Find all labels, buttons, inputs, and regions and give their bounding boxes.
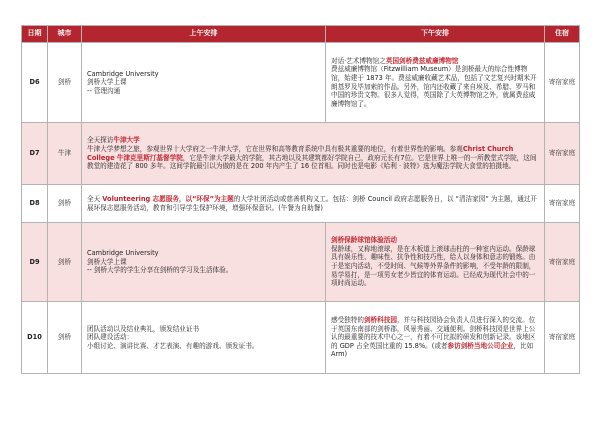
morning-line: 小组讨论、演讲比赛、才艺表演、有趣的游戏、颁发证书。 [87, 341, 259, 350]
highlight-text: 牛津大学 [113, 136, 140, 145]
highlight-text: 剑桥科技园 [363, 316, 397, 325]
lodging-cell: 寄宿家庭 [545, 123, 580, 185]
morning-line: 团队活动以及结业典礼，颁发结业证书 [87, 324, 200, 333]
header-lodging: 住宿 [545, 26, 580, 43]
header-row [22, 26, 580, 43]
itinerary-table [21, 25, 580, 374]
lodging-cell: 寄宿家庭 [545, 43, 580, 123]
day-cell: D10 [22, 302, 48, 374]
lodging-cell: 寄宿家庭 [545, 185, 580, 223]
highlight-text: 剑桥保龄球馆体验活动 [331, 236, 397, 245]
morning-line: 团队建设活动： [87, 333, 134, 342]
header-city: 城市 [48, 26, 82, 43]
header-afternoon: 下午安排 [326, 26, 545, 43]
lodging-cell: 寄宿家庭 [545, 223, 580, 302]
morning-text: 全天探访 [87, 136, 114, 145]
header-morning: 上午安排 [82, 26, 326, 43]
morning-text: ，它是牛津大学最大的学院，其古地以及其建筑都好学院自己，政府元长有7位。它是世界上唯一的一所教堂式学院，这间教堂的建造花了 800 多年。这间学院最引以为傲的是在 200 年内产生了 16 位首相。同时也是电影《哈利 · 波特》选为魔法学院大食堂的拍摄地。 [87, 153, 537, 171]
morning-text: 牛津大学梦想之旅，参观世界十大学府之一牛津大学，它在世界和高等教育系统中具有极其重要的地位，有着世界性的影响。参观 [87, 144, 463, 153]
morning-line: Cambridge University [87, 69, 159, 78]
day-cell: D7 [22, 123, 48, 185]
morning-line: -- 管理沟通 [87, 86, 121, 95]
city-cell: 剑桥 [48, 223, 82, 302]
highlight-text: Volunteering 志愿服务，以“环保”为主题 [102, 194, 234, 203]
morning-cell [82, 43, 326, 123]
afternoon-cell [326, 43, 545, 123]
header-day: 日期 [22, 26, 48, 43]
city-cell: 剑桥 [48, 185, 82, 223]
full-day-cell [82, 123, 545, 185]
afternoon-cell [326, 223, 545, 302]
highlight-text: Christ Church College 牛津克里斯汀基督学院 [87, 144, 514, 162]
morning-line: Cambridge University [87, 249, 159, 258]
table-row [22, 123, 580, 185]
table-row [22, 43, 580, 123]
table-row [22, 302, 580, 374]
day-cell: D6 [22, 43, 48, 123]
morning-line: 剑桥大学上课 [87, 257, 127, 266]
city-cell: 牛津 [48, 123, 82, 185]
table-row [22, 223, 580, 302]
city-cell: 剑桥 [48, 302, 82, 374]
city-cell: 剑桥 [48, 43, 82, 123]
afternoon-text: 感受独特的 [331, 316, 364, 325]
afternoon-text: 对话·艺术博物馆之 [331, 56, 386, 65]
lodging-cell: 寄宿家庭 [545, 302, 580, 374]
highlight-text: 参访剑桥当地公司企业 [447, 341, 514, 350]
morning-line: -- 剑桥大学的学生分享在剑桥的学习及生活体验。 [87, 266, 233, 275]
highlight-text: 英国剑桥费兹威廉博物馆 [385, 56, 459, 65]
morning-cell [82, 223, 326, 302]
afternoon-text: 保龄球，又称地滚球，是在木板道上滚球击柱的一种室内运动。保龄球具有娱乐性、趣味性、抗争性和技巧性，给人以身体和意志的锻炼。由于是室内活动，不受时间、气候等外界条件的影响，不受年龄的限制，易学易打，是一项男女老少皆宜的体育运动。已经成为现代社会中的一项时尚运动。 [331, 244, 536, 288]
morning-text: 的大学社团活动或慈善机构义工。包括：剑桥 Council 政府志愿服务日，以 “清洁家园” 为主题，通过开展环保志愿服务活动，教育和引导学生保护环境，增强环保意识。(午餐为自助餐) [87, 194, 537, 212]
morning-line: 剑桥大学上课 [87, 78, 127, 87]
afternoon-cell [326, 302, 545, 374]
day-cell: D9 [22, 223, 48, 302]
morning-text: 全天 [87, 194, 103, 203]
afternoon-text: 费兹威廉博物馆（Fitzwilliam Museum）是剑桥最大的综合性博物馆，始建于 1873 年。费兹威廉收藏艺术品，包括了文艺复兴时期米开朗基罗及毕加索的作品。另外，馆内还收藏了来自埃及、希腊、罗马和中国的珍贵文物。很多人觉得，英国除了大英博物馆之外，就属费兹威廉博物馆了。 [331, 65, 537, 108]
afternoon-text: ，并与科技园协会负责人员进行深入的交流。位于英国东南部的剑桥郡，风景秀丽、交通便利。剑桥科技园是世界上公认的最重要的技术中心之一，有着不可比拟的研发和创新记录。该地区的 GDP 占全英国比重的 15.8%。(或者 [331, 316, 536, 350]
day-cell: D8 [22, 185, 48, 223]
morning-cell [82, 302, 326, 374]
afternoon-text: ，比如 Arm) [331, 341, 534, 359]
table-row [22, 185, 580, 223]
full-day-cell [82, 185, 545, 223]
